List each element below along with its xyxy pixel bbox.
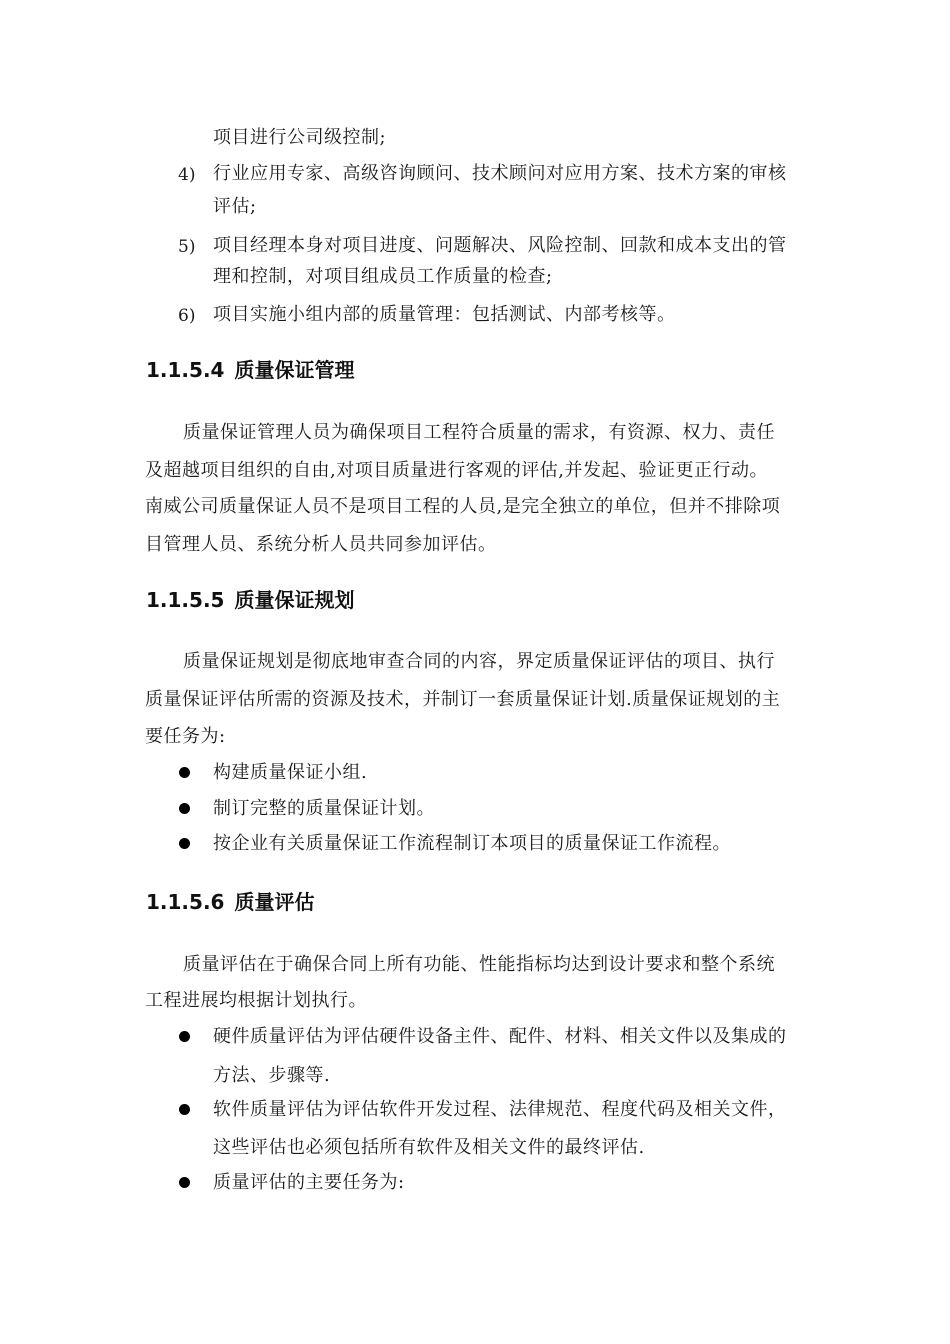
list-item-text: 行业应用专家、高级咨询顾问、技术顾问对应用方案、技术方案的审核 [213, 163, 787, 184]
bullet-icon [179, 1177, 190, 1188]
section-title: 质量保证规划 [234, 588, 355, 612]
bullet-icon [179, 1104, 190, 1115]
list-item-text: 理和控制，对项目组成员工作质量的检查; [213, 266, 553, 287]
paragraph-line: 工程进展均根据计划执行。 [145, 990, 367, 1011]
list-item-number: 5) [178, 237, 196, 257]
bullet-text: 方法、步骤等. [213, 1065, 331, 1086]
bullet-text: 制订完整的质量保证计划。 [213, 798, 435, 819]
bullet-icon [179, 838, 190, 849]
list-item-continuation: 项目进行公司级控制; [213, 127, 387, 148]
bullet-text: 硬件质量评估为评估硬件设备主件、配件、材料、相关文件以及集成的 [213, 1026, 787, 1047]
section-title: 质量保证管理 [234, 358, 355, 382]
section-number: 1.1.5.4 [146, 358, 225, 382]
paragraph-line: 质量评估在于确保合同上所有功能、性能指标均达到设计要求和整个系统 [183, 954, 775, 975]
section-number: 1.1.5.6 [146, 890, 225, 914]
section-title: 质量评估 [234, 890, 315, 914]
list-item-text: 项目经理本身对项目进度、问题解决、风险控制、回款和成本支出的管 [213, 235, 787, 256]
paragraph-line: 南威公司质量保证人员不是项目工程的人员,是完全独立的单位，但并不排除项 [145, 496, 781, 517]
list-item-number: 4) [178, 165, 196, 185]
bullet-text: 按企业有关质量保证工作流程制订本项目的质量保证工作流程。 [213, 833, 731, 854]
bullet-text: 这些评估也必须包括所有软件及相关文件的最终评估. [213, 1137, 645, 1158]
paragraph-line: 目管理人员、系统分析人员共同参加评估。 [145, 534, 497, 555]
section-number: 1.1.5.5 [146, 588, 225, 612]
section-heading [146, 587, 354, 613]
section-heading [146, 889, 314, 915]
paragraph-line: 及超越项目组织的自由,对项目质量进行客观的评估,并发起、验证更正行动。 [145, 460, 768, 481]
list-item-text: 项目实施小组内部的质量管理：包括测试、内部考核等。 [213, 304, 676, 325]
paragraph-line: 要任务为: [145, 726, 226, 747]
bullet-text: 软件质量评估为评估软件开发过程、法律规范、程度代码及相关文件， [213, 1099, 787, 1120]
bullet-icon [179, 1031, 190, 1042]
list-item-number: 6) [178, 306, 196, 326]
bullet-text: 质量评估的主要任务为: [213, 1172, 405, 1193]
bullet-icon [179, 767, 190, 778]
bullet-icon [179, 803, 190, 814]
bullet-text: 构建质量保证小组. [213, 762, 368, 783]
paragraph-line: 质量保证评估所需的资源及技术，并制订一套质量保证计划.质量保证规划的主 [145, 689, 781, 710]
section-heading [146, 357, 354, 383]
list-item-text: 评估; [213, 196, 257, 217]
paragraph-line: 质量保证管理人员为确保项目工程符合质量的需求，有资源、权力、责任 [183, 422, 775, 443]
paragraph-line: 质量保证规划是彻底地审查合同的内容，界定质量保证评估的项目、执行 [183, 651, 775, 672]
